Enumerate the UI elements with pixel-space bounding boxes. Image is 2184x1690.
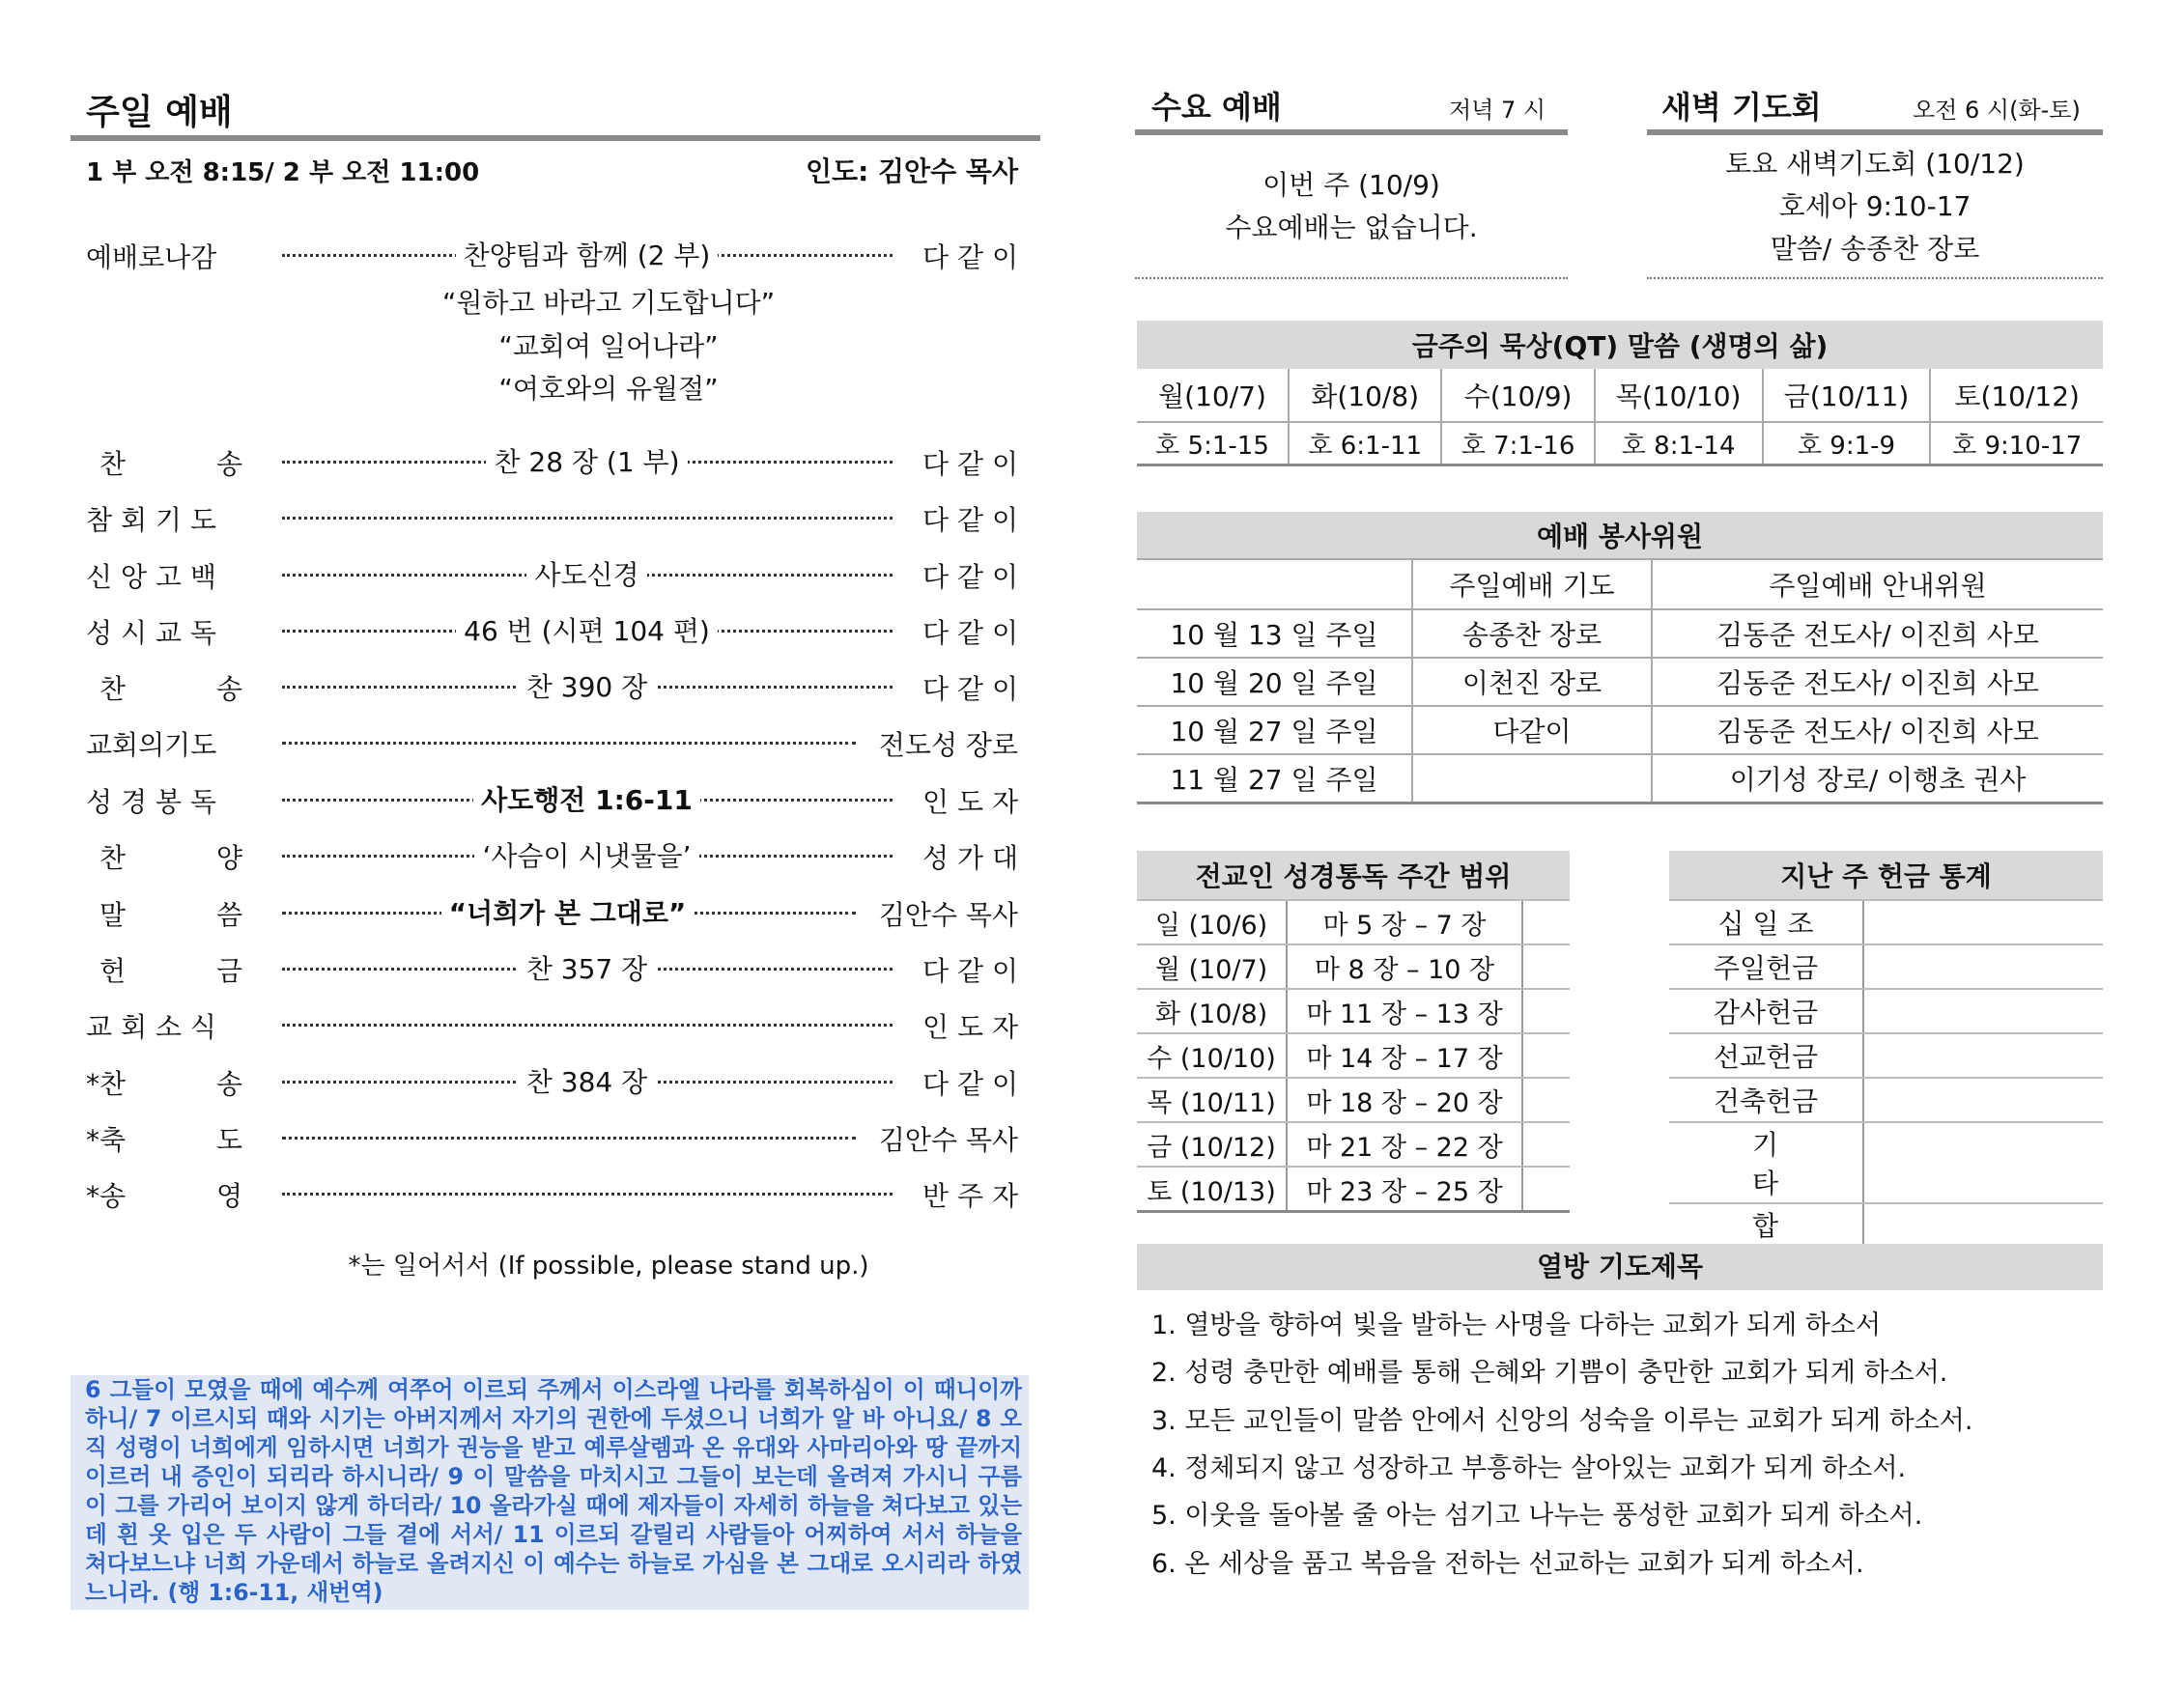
qt-reference: 호 5:1-15: [1137, 422, 1289, 465]
order-row: [86, 950, 1018, 997]
order-label: 신 앙 고 백: [86, 561, 216, 593]
hymn-title: “여호와의 유월절”: [498, 373, 719, 405]
order-label: 성 경 봉 독: [86, 786, 216, 818]
reading-range: 마 21 장 – 22 장: [1287, 1122, 1522, 1167]
order-row: [86, 781, 1018, 828]
wednesday-divider: [1135, 129, 1568, 135]
order-row: [86, 499, 1018, 546]
reading-day: 목 (10/11): [1137, 1078, 1287, 1122]
prayer-title: 열방 기도제목: [1137, 1244, 2103, 1290]
order-performer: 다 같 이: [922, 448, 1018, 480]
qt-reference: 호 6:1-11: [1289, 422, 1441, 465]
reading-day: 일 (10/6): [1137, 900, 1287, 944]
order-performer: 다 같 이: [922, 504, 1018, 536]
offering-category: 선교헌금: [1669, 1033, 1863, 1078]
server-prayer: 송종찬 장로: [1412, 609, 1652, 658]
order-label: 참 회 기 도: [86, 504, 216, 536]
order-performer: 다 같 이: [922, 241, 1018, 273]
hymn-title: “원하고 바라고 기도합니다”: [441, 287, 776, 319]
reading-day: 토 (10/13): [1137, 1167, 1287, 1212]
order-row: [86, 443, 1018, 490]
order-detail: 찬양팀과 함께 (2 부): [456, 239, 719, 271]
order-detail: “너희가 본 그대로”: [441, 897, 695, 929]
server-date: 10 월 20 일 주일: [1137, 658, 1412, 706]
order-detail: 찬 390 장: [519, 671, 655, 703]
order-performer: 다 같 이: [922, 617, 1018, 649]
dawn-notice: 토요 새벽기도회 (10/12) 호세아 9:10-17 말씀/ 송종찬 장로: [1725, 148, 2025, 265]
offering-category: 주일헌금: [1669, 944, 1863, 989]
qt-day: 토(10/12): [1930, 369, 2103, 422]
offering-category: 기 타: [1669, 1122, 1863, 1203]
servers-table: [1137, 512, 2103, 804]
order-row: [86, 837, 1018, 884]
order-detail: ‘사슴이 시냇물을’: [474, 840, 698, 872]
dawn-divider: [1647, 129, 2103, 135]
server-date: 11 월 27 일 주일: [1137, 754, 1412, 803]
reading-range: 마 23 장 – 25 장: [1287, 1167, 1522, 1212]
qt-day: 수(10/9): [1441, 369, 1594, 422]
order-label: 찬 양: [99, 842, 242, 874]
service-times: 1 부 오전 8:15/ 2 부 오전 11:00: [86, 158, 480, 187]
order-row: [86, 612, 1018, 659]
scripture-text: 6 그들이 모였을 때에 예수께 여쭈어 이르되 주께서 이스라엘 나라를 회복하심이 이 때니이까 하니/ 7 이르시되 때와 시기는 아버지께서 자기의 권한에 두셨으니 너희가 알 바 아니요/ 8 오직 성령이 너희에게 임하시면 너희가 권능을 받고 예루살렘과 온 유대와 사마리아와 땅 끝까지 이르러 내 증인이 되리라 하시니라/ 9 이 말씀을 마치시고 그들이 보는데 올려져 가시니 구름이 그를 가리어 보이지 않게 하더라/ 10 올라가실 때에 제자들이 자세히 하늘을 쳐다보고 있는데 흰 옷 입은 두 사람이 그들 곁에 서서/ 11 이르되 갈릴리 사람들아 어찌하여 서서 하늘을 쳐다보느냐 너희 가운데서 하늘로 올려지신 이 예수는 하늘로 가심을 본 그대로 오시리라 하였느니라. (행 1:6-11, 새번역): [85, 1376, 1022, 1606]
order-row: [86, 237, 1018, 283]
order-row: [86, 1175, 1018, 1222]
order-row: [86, 1006, 1018, 1053]
qt-day: 월(10/7): [1137, 369, 1289, 422]
order-label: 교회의기도: [86, 729, 217, 761]
server-usher: 김동준 전도사/ 이진희 사모: [1652, 658, 2103, 706]
order-performer: 인 도 자: [922, 1011, 1018, 1043]
order-row: [86, 724, 1018, 771]
order-detail: 46 번 (시편 104 편): [456, 615, 718, 647]
reading-table: [1137, 851, 1570, 1213]
prayer-item: 3. 모든 교인들이 말씀 안에서 신앙의 성숙을 이루는 교회가 되게 하소서.: [1151, 1406, 1973, 1436]
qt-table: [1137, 321, 2103, 466]
service-leader: 인도: 김안수 목사: [805, 155, 1018, 187]
order-detail: 사도신경: [526, 559, 646, 591]
order-performer: 다 같 이: [922, 561, 1018, 593]
order-label: 성 시 교 독: [86, 617, 216, 649]
prayer-item: 6. 온 세상을 품고 복음을 전하는 선교하는 교회가 되게 하소서.: [1151, 1549, 1864, 1579]
order-label: *송 영: [86, 1180, 242, 1212]
title-divider: [71, 135, 1040, 141]
server-prayer: 다같이: [1412, 706, 1652, 754]
qt-reference: 호 9:10-17: [1930, 422, 2103, 465]
order-performer: 김안수 목사: [878, 1124, 1018, 1156]
reading-range: 마 11 장 – 13 장: [1287, 989, 1522, 1033]
server-usher: 김동준 전도사/ 이진희 사모: [1652, 706, 2103, 754]
servers-title: 예배 봉사위원: [1137, 512, 2103, 559]
wednesday-notice: 이번 주 (10/9) 수요예배는 없습니다.: [1225, 169, 1478, 243]
server-prayer: 이천진 장로: [1412, 658, 1652, 706]
offering-category: 합: [1669, 1203, 1863, 1285]
server-usher: 김동준 전도사/ 이진희 사모: [1652, 609, 2103, 658]
order-row: [86, 1119, 1018, 1166]
server-date: 10 월 13 일 주일: [1137, 609, 1412, 658]
offering-category: 십 일 조: [1669, 900, 1863, 944]
reading-range: 마 18 장 – 20 장: [1287, 1078, 1522, 1122]
dawn-prayer-title: 새벽 기도회: [1661, 89, 1822, 126]
order-row: [86, 668, 1018, 715]
offering-table: [1669, 851, 2103, 1286]
order-performer: 다 같 이: [922, 673, 1018, 705]
offering-category: 건축헌금: [1669, 1078, 1863, 1122]
order-performer: 인 도 자: [922, 786, 1018, 818]
dawn-prayer-time: 오전 6 시(화-토): [1913, 97, 2081, 124]
order-performer: 성 가 대: [922, 842, 1018, 874]
wednesday-service-title: 수요 예배: [1151, 89, 1282, 126]
reading-day: 금 (10/12): [1137, 1122, 1287, 1167]
order-performer: 반 주 자: [922, 1180, 1018, 1212]
qt-day: 금(10/11): [1763, 369, 1931, 422]
order-label: 찬 송: [99, 448, 242, 480]
wednesday-service-time: 저녁 7 시: [1449, 97, 1546, 124]
order-label: 교 회 소 식: [86, 1011, 216, 1043]
prayer-item: 4. 정체되지 않고 성장하고 부흥하는 살아있는 교회가 되게 하소서.: [1151, 1453, 1907, 1483]
order-label: 헌 금: [99, 955, 242, 987]
col-prayer-header: 주일예배 기도: [1412, 559, 1652, 609]
order-performer: 김안수 목사: [878, 899, 1018, 931]
reading-range: 마 14 장 – 17 장: [1287, 1033, 1522, 1078]
reading-day: 월 (10/7): [1137, 944, 1287, 989]
reading-day: 화 (10/8): [1137, 989, 1287, 1033]
order-row: [86, 556, 1018, 603]
server-usher: 이기성 장로/ 이행초 권사: [1652, 754, 2103, 803]
order-label: 찬 송: [99, 673, 242, 705]
qt-reference: 호 8:1-14: [1595, 422, 1763, 465]
order-label: *축 도: [86, 1124, 242, 1156]
qt-reference: 호 7:1-16: [1441, 422, 1594, 465]
order-detail: 찬 384 장: [519, 1066, 655, 1098]
order-label: 말 씀: [99, 899, 242, 931]
sunday-service-title: 주일 예배: [86, 93, 233, 132]
server-prayer: [1412, 754, 1652, 803]
order-label: 예배로나감: [86, 241, 217, 273]
col-usher-header: 주일예배 안내위원: [1652, 559, 2103, 609]
stand-note: *는 일어서서 (If possible, please stand up.): [348, 1252, 869, 1281]
prayer-item: 5. 이웃을 돌아볼 줄 아는 섬기고 나누는 풍성한 교회가 되게 하소서.: [1151, 1501, 1923, 1531]
reading-title: 전교인 성경통독 주간 범위: [1137, 851, 1570, 900]
reading-range: 마 5 장 – 7 장: [1287, 900, 1522, 944]
prayer-item: 2. 성령 충만한 예배를 통해 은혜와 기쁨이 충만한 교회가 되게 하소서.: [1151, 1358, 1948, 1388]
order-detail: 찬 28 장 (1 부): [486, 446, 687, 478]
reading-range: 마 8 장 – 10 장: [1287, 944, 1522, 989]
server-date: 10 월 27 일 주일: [1137, 706, 1412, 754]
qt-day: 목(10/10): [1595, 369, 1763, 422]
order-performer: 전도성 장로: [878, 729, 1018, 761]
offering-title: 지난 주 헌금 통계: [1669, 851, 2103, 900]
order-detail: 찬 357 장: [519, 953, 655, 985]
reading-day: 수 (10/10): [1137, 1033, 1287, 1078]
qt-title: 금주의 묵상(QT) 말씀 (생명의 삶): [1137, 321, 2103, 369]
qt-reference: 호 9:1-9: [1763, 422, 1931, 465]
order-row: [86, 1063, 1018, 1110]
order-performer: 다 같 이: [922, 955, 1018, 987]
order-row: [86, 894, 1018, 941]
order-label: *찬 송: [86, 1068, 242, 1100]
qt-day: 화(10/8): [1289, 369, 1441, 422]
prayer-item: 1. 열방을 향하여 빛을 발하는 사명을 다하는 교회가 되게 하소서: [1151, 1310, 1882, 1340]
offering-category: 감사헌금: [1669, 989, 1863, 1033]
order-performer: 다 같 이: [922, 1068, 1018, 1100]
order-detail: 사도행전 1:6-11: [473, 784, 700, 816]
hymn-title: “교회여 일어나라”: [498, 330, 719, 362]
